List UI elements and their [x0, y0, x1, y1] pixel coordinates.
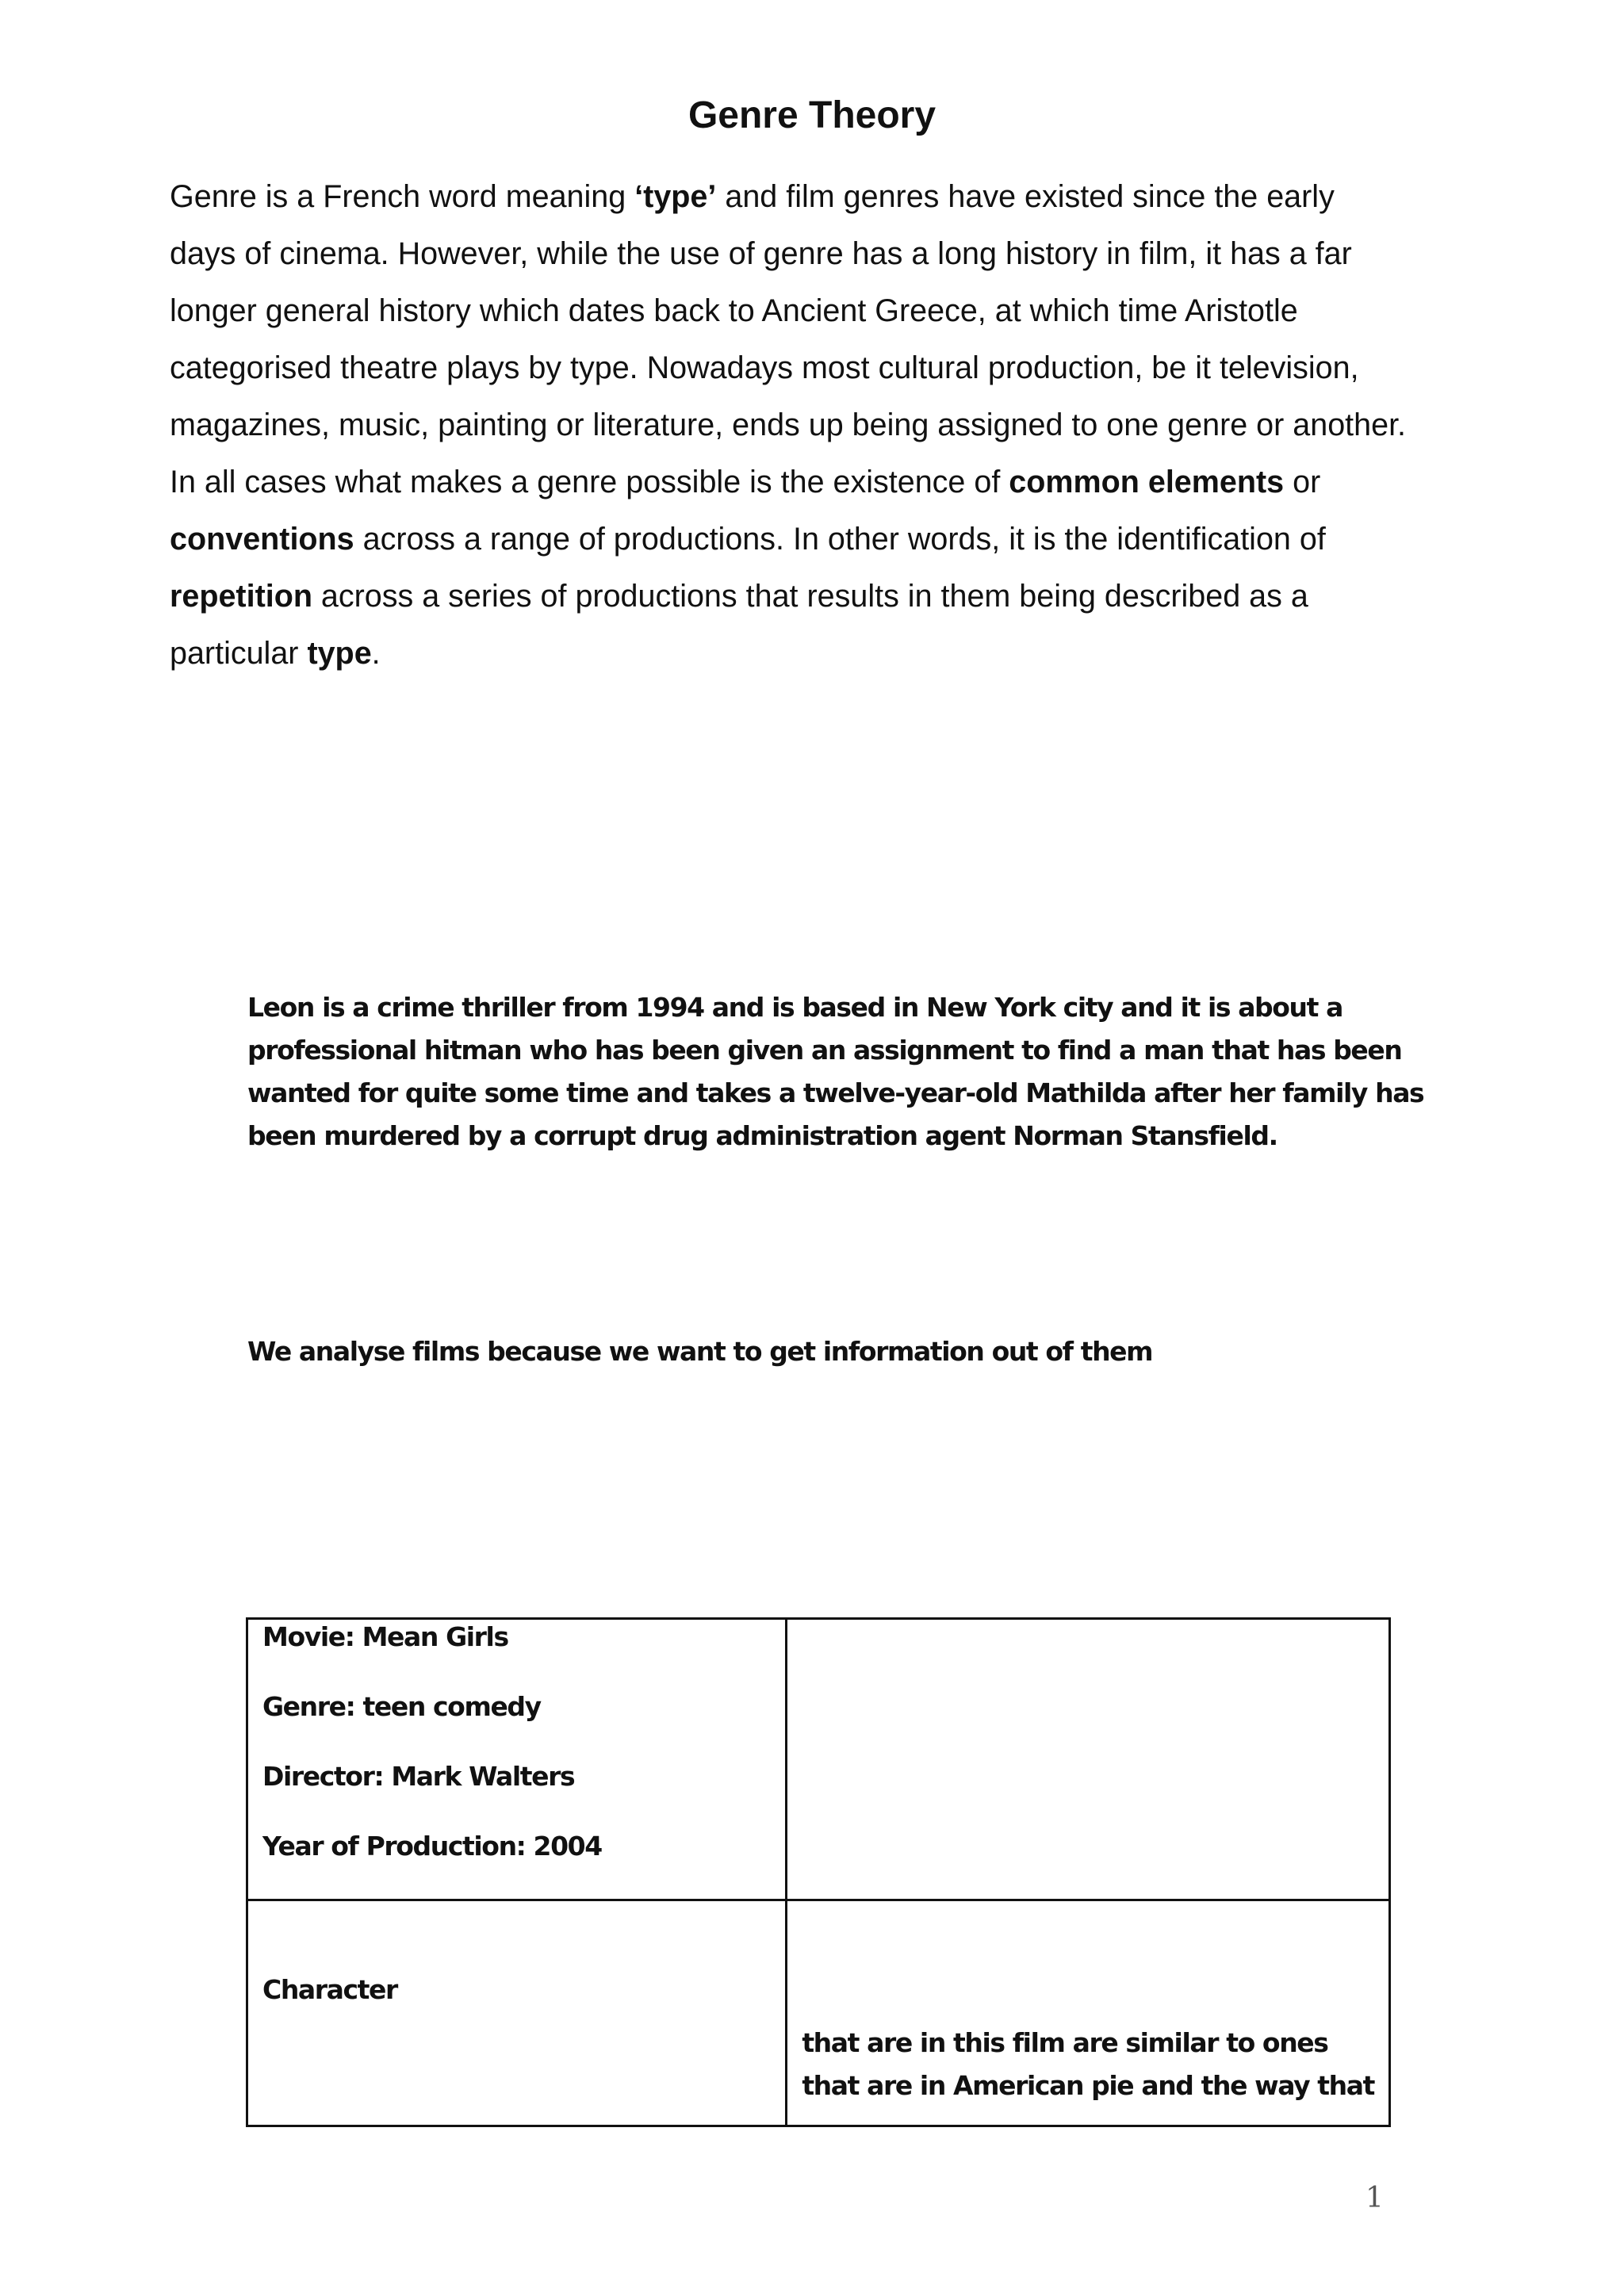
character-comment [802, 2022, 1374, 2107]
comment-line: that are in American pie and the way that [802, 2070, 1374, 2101]
text-run: across a series of productions that results in them being described as a [312, 579, 1308, 614]
movie-title: Movie: Mean Girls [262, 1621, 508, 1652]
film-details-cell [247, 1619, 787, 1900]
intro-paragraph [170, 168, 1478, 682]
bold-term: repetition [170, 579, 312, 614]
text-run: categorised theatre plays by type. Nowadays most cultural production, be it television, [170, 350, 1359, 385]
bold-term: common elements [1009, 465, 1285, 499]
text-run: or [1284, 465, 1321, 499]
summary-line: wanted for quite some time and takes a twelve-year-old Mathilda after her family has [247, 1077, 1424, 1108]
table-row [247, 1900, 1390, 2126]
intro-line [170, 339, 1478, 396]
text-run: In all cases what makes a genre possible is the existence of [170, 465, 1009, 499]
text-run: . [371, 636, 381, 671]
film-director: Director: Mark Walters [262, 1761, 575, 1792]
production-year: Year of Production: 2004 [262, 1831, 602, 1862]
film-summary-paragraph [247, 986, 1424, 1158]
text-run: and film genres have existed since the early [716, 179, 1335, 214]
character-comment-cell [787, 1900, 1390, 2126]
table-row [247, 1619, 1390, 1900]
empty-cell [787, 1619, 1390, 1900]
film-genre: Genre: teen comedy [262, 1691, 541, 1722]
film-analysis-table [246, 1617, 1391, 2127]
intro-line [170, 396, 1478, 453]
text-run: magazines, music, painting or literature, ends up being assigned to one genre or another. [170, 408, 1407, 442]
page-number: 1 [1365, 2182, 1384, 2214]
text-run: across a range of productions. In other words, it is the identification of [354, 522, 1326, 557]
intro-line [170, 511, 1478, 568]
text-run: days of cinema. However, while the use of genre has a long history in film, it has a far [170, 236, 1352, 271]
intro-line [170, 168, 1478, 225]
bold-term: type [307, 636, 372, 671]
page-title: Genre Theory [688, 94, 936, 136]
text-run: longer general history which dates back to Ancient Greece, at which time Aristotle [170, 293, 1298, 328]
bold-term: conventions [170, 522, 354, 557]
summary-line: Leon is a crime thriller from 1994 and is based in New York city and it is about a [247, 992, 1342, 1023]
text-run: particular [170, 636, 308, 671]
text-run: Genre is a French word meaning [170, 179, 635, 214]
intro-line [170, 568, 1478, 625]
bold-term: ‘type’ [634, 179, 717, 214]
analysis-statement: We analyse films because we want to get information out of them [247, 1336, 1153, 1367]
intro-line [170, 625, 1478, 682]
character-label: Character [262, 1974, 397, 2005]
summary-line: professional hitman who has been given an assignment to find a man that has been [247, 1035, 1402, 1066]
intro-line [170, 225, 1478, 282]
character-label-cell [247, 1900, 787, 2126]
intro-line [170, 453, 1478, 511]
comment-line: that are in this film are similar to ones [802, 2027, 1328, 2058]
summary-line: been murdered by a corrupt drug administration agent Norman Stansfield. [247, 1120, 1277, 1151]
intro-line [170, 282, 1478, 339]
